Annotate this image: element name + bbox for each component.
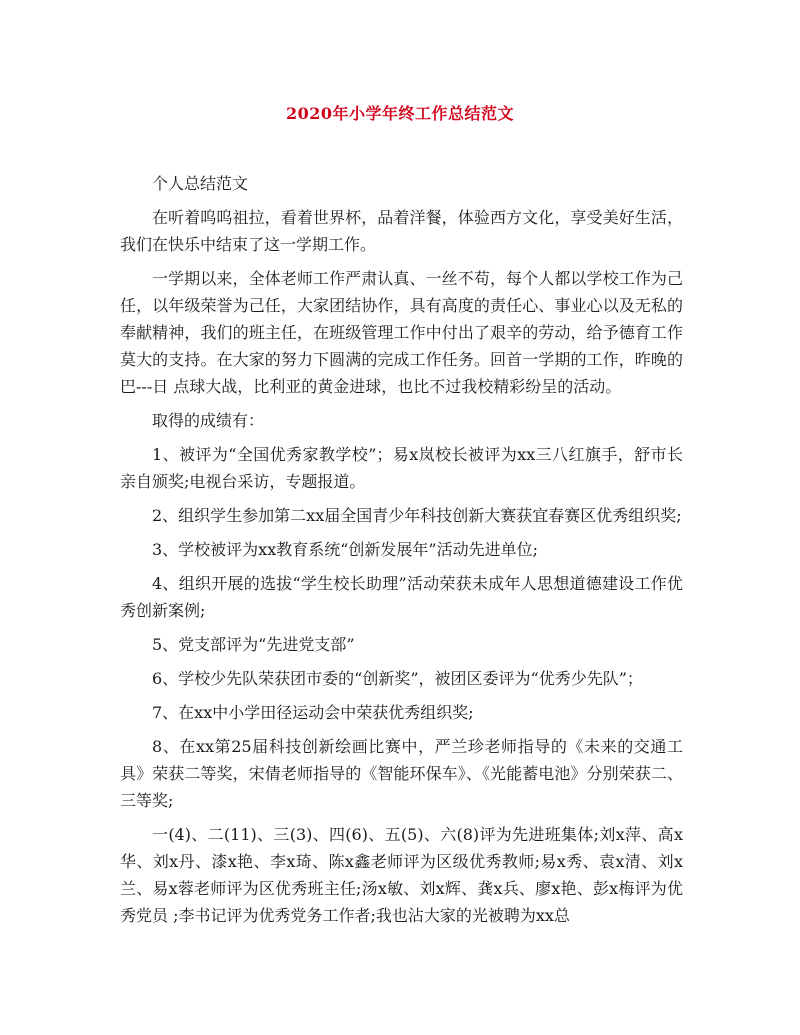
achievement-item-7: 7、在xx中小学田径运动会中荣获优秀组织奖;	[152, 703, 474, 722]
achievement-item-1: 1、被评为“全国优秀家教学校”；易x岚校长被评为xx三八红旗手，舒市长亲自颁奖;电视台采访，专题报道。	[120, 445, 683, 491]
achievement-item-3: 3、学校被评为xx教育系统“创新发展年”活动先进单位;	[152, 540, 538, 559]
paragraph-honors: 一(4)、二(11)、三(3)、四(6)、五(5)、六(8)评为先进班集体;刘x萍、高x华、刘x丹、漆x艳、李x琦、陈x鑫老师评为区级优秀教师;易x秀、袁x清、刘x兰、易x蓉老师评为区优秀班主任;汤x敏、刘x辉、龚x兵、廖x艳、彭x梅评为优秀党员 ;李书记评为优秀党务工作者;我也沾大家的光被聘为xx总	[120, 825, 683, 925]
achievement-item-6: 6、学校少先队荣获团市委的“创新奖”，被团区委评为“优秀少先队”；	[152, 669, 643, 688]
paragraph-summary: 一学期以来，全体老师工作严肃认真、一丝不苟，每个人都以学校工作为己任，以年级荣誉为己任，大家团结协作，具有高度的责任心、事业心以及无私的奉献精神，我们的班主任，在班级管理工作中付出了艰辛的劳动，给予德育工作莫大的支持。在大家的努力下圆满的完成工作任务。回首一学期的工作，昨晚的巴---日 点球大战，比利亚的黄金进球，也比不过我校精彩纷呈的活动。	[120, 269, 683, 396]
document-body	[120, 170, 683, 936]
achievement-item-8: 8、在xx第25届科技创新绘画比赛中，严兰珍老师指导的《未来的交通工具》荣获二等奖，宋倩老师指导的《智能环保车》、《光能蓄电池》分别荣获二、三等奖;	[120, 737, 683, 810]
achievement-item-4: 4、组织开展的选拔“学生校长助理”活动荣获未成年人思想道德建设工作优秀创新案例;	[120, 574, 683, 620]
paragraph-achievements-heading: 取得的成绩有：	[152, 411, 265, 430]
paragraph-intro: 在听着呜呜祖拉，看着世界杯，品着洋餐，体验西方文化，享受美好生活，我们在快乐中结束了这一学期工作。	[120, 208, 683, 254]
achievement-item-5: 5、党支部评为“先进党支部”	[152, 635, 355, 654]
paragraph-heading: 个人总结范文	[152, 174, 249, 193]
document-title: 2020年小学年终工作总结范文	[285, 104, 515, 123]
achievement-item-2: 2、组织学生参加第二xx届全国青少年科技创新大赛获宜春赛区优秀组织奖;	[152, 506, 682, 525]
